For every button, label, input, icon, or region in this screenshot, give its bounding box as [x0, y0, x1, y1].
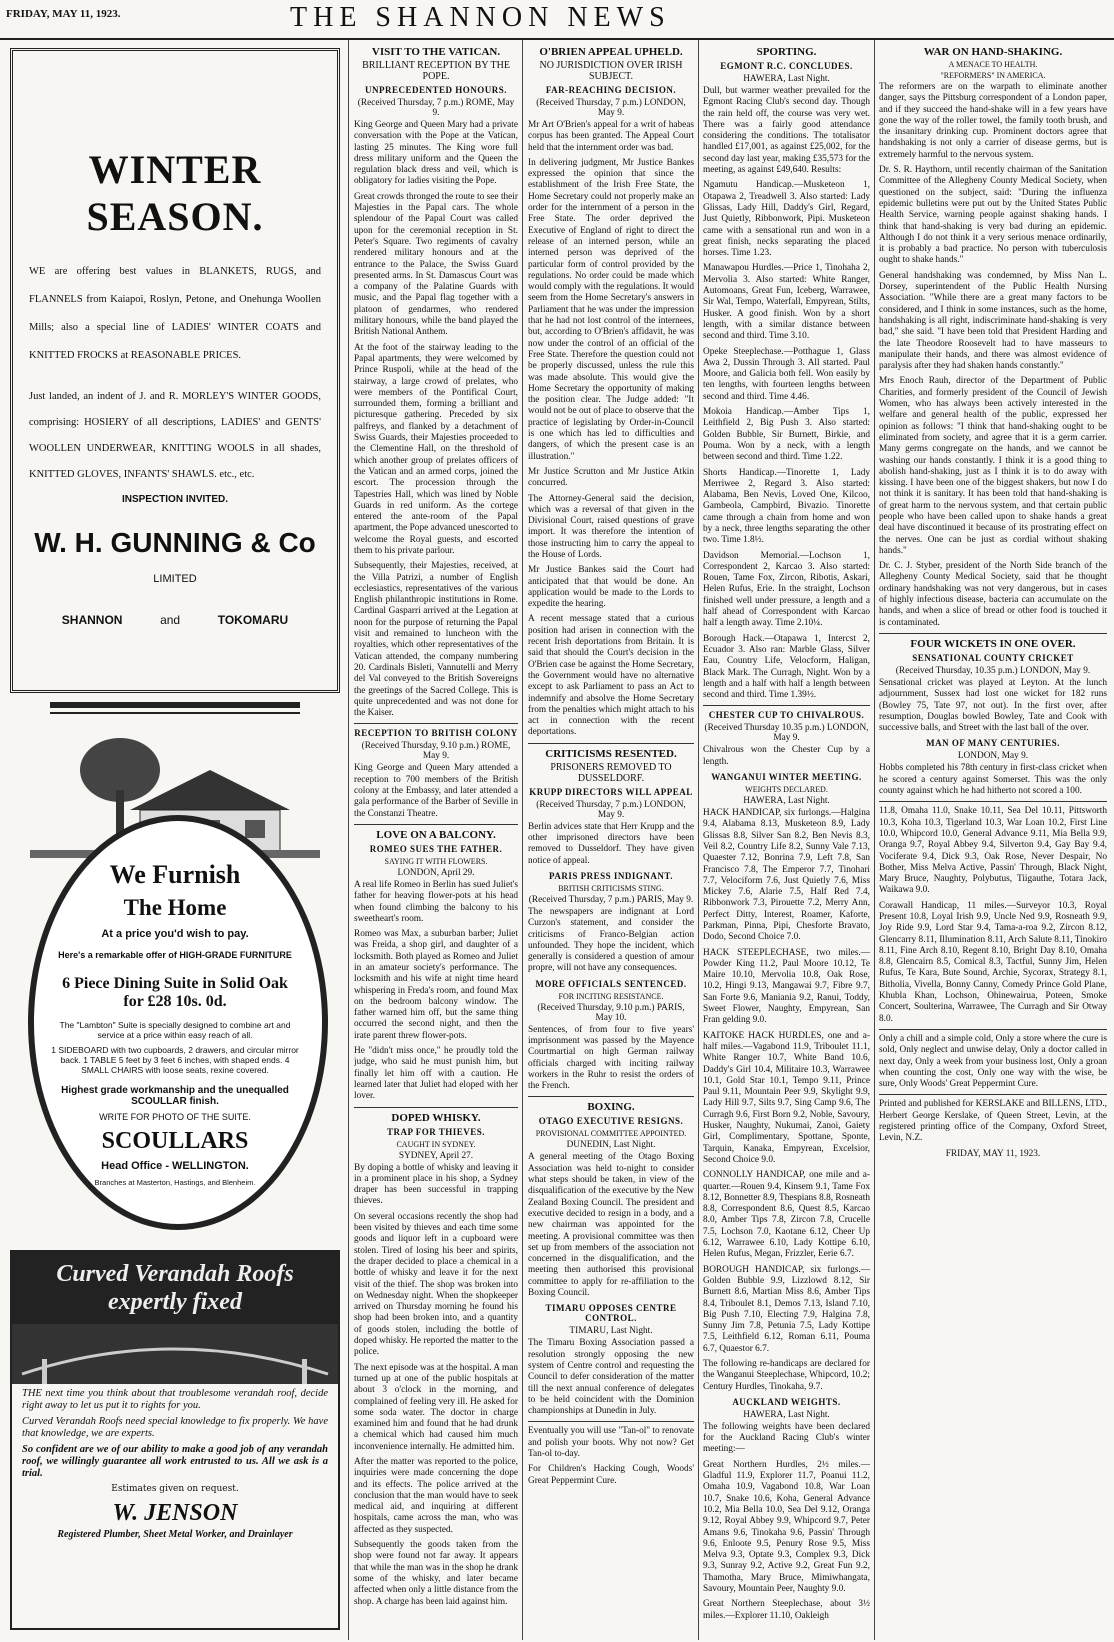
subheadline: CAUGHT IN SYDNEY.: [396, 1139, 476, 1149]
footer-date: FRIDAY, MAY 11, 1923.: [945, 1148, 1041, 1159]
article-paragraph: Great Northern Steeplechase, about 3½ miles.—Explorer 11.10, Oakleigh: [703, 1599, 870, 1621]
article-paragraph: On several occasions recently the shop had been visited by thieves and each time some goods and liquor left in a cupboard were stolen. Tired of losing his beer and spirits, the draper decided to place a chemical in a bottle of whisky and leave it for the next visit of the thief. The shop was broken into on Wednesday night. When the shopkeeper arrived on Thursday morning he found his shop had been broken into, and a quantity of goods stolen, including the bottle of doped whisky. He reported the matter to the police.: [354, 1211, 518, 1358]
subheadline: PROVISIONAL COMMITTEE APPOINTED.: [535, 1129, 687, 1139]
article-paragraph: In delivering judgment, Mr Justice Bankes expressed the opinion that since the establishment of the Irish Free State, the Home Secretary could not properly make an order for the internment of a person in the Free State. The order deprived the Executive of England of right to direct the release of an interned person, while an interned person was deprived of the particular form of control provided by the regulations. No order could be made which would comply with the regulations. It would seem from the Home Secretary's answers in Parliament that he was under the impression that he had not lost control of the internees, but, according to O'Brien's affidavit, he was now under the control of an official of the Free State. Therefore the question could not be properly discussed, unless the rule this was made absolute. This would give the Home Secretary the opportunity of making the position clear. The Judge added: "It would not be out of place to observe that the practice of legislating by Order-in-Council is one which has led to difficulties and dangers, of which the present case is an illustration.": [528, 157, 694, 462]
column-rule: [874, 40, 875, 1640]
ad-text: Highest grade workmanship and the unequalled SCOULLAR finish.: [61, 1085, 289, 1107]
subheadline: SENSATIONAL COUNTY CRICKET: [912, 652, 1074, 663]
article-paragraph: Corawall Handicap, 11 miles.—Surveyor 10.3, Royal Present 10.8, Loyal Irish 9.9, Uncle Ned 9.9, Rosneath 9.9, Joy Ride 9.9, Lord Star 9.4, Tama-a-roa 9.2, Zircon 8.12, Glencarry 8.11, Illumination 8.11, Arch Salute 8.11, Tinokiro 8.11, Fine Arch 8.10, Regent 8.10, Bright Day 8.10, Omaha 8.8, Glencairn 8.5, Comical 8.3, Tactful, Sunny Jim, Helen Rufus, Te Kara, Bute Sound, Archie, Sycorax, Strategy 8.1, Bitholia, Vivella, Bonny Canny, Comedy Prince Gold Plane, Khubla Khan, Lochson, Ohinewairua, Poteen, Smoke Concert, Soulterina, Warrawee, The Curragh and Sir Otway 8.0.: [879, 900, 1107, 1024]
article-divider: [528, 1421, 694, 1422]
ad-office: Head Office - WELLINGTON.: [101, 1160, 249, 1172]
article-paragraph: Chivalrous won the Chester Cup by a length.: [703, 745, 870, 767]
ad-location-joiner: and: [160, 613, 181, 627]
subheadline: WEIGHTS DECLARED.: [745, 785, 828, 795]
ad-text: Curved Verandah Roofs need special knowledge to fix properly. We have that knowledge, we are experts.: [22, 1416, 328, 1439]
ad-invite: INSPECTION INVITED.: [121, 494, 229, 505]
article-paragraph: Davidson Memorial.—Lochson 1, Correspondent 2, Karcao 3. Also started: Rouen, Tame Fox, Zircon, Ribotis, Askari, Helen Rufus, Erie. In the straight, Lochson finished well under pressure, a length and a half ahead of Correspondent with Karcao half a length away. Time 2.10¼.: [703, 550, 870, 629]
headline: WANGANUI WINTER MEETING.: [711, 772, 862, 783]
ad-text: THE next time you think about that troublesome verandah roof, decide right away to let us put it to rights for you.: [22, 1388, 328, 1411]
ad-headline: WINTER SEASON.: [86, 147, 264, 239]
dateline: (Received Thursday, 7 p.m.) LONDON, May 9.: [536, 98, 686, 118]
ad-offer: 6 Piece Dining Suite in Solid Oak for £28 10s. 0d.: [62, 975, 288, 1010]
article-paragraph: KAITOKE HACK HURDLES, one and a-half miles.—Vagabond 11.9, Triboulet 11.1, White Ranger 10.7, White Band 10.6, Daddy's Girl 10.4, Militaire 10.3, Warrawee 10.1, Gold Star 10.1, Tempo 9.11, Prince Paul 9.11, Mountain Peer 9.9, Skylight 9.9, Lady Hill 9.7, Silts 9.7, Sing Camp 9.6, The Curragh 9.6, First Born 9.2, Noble, Savoury, Husker, Naughty, Nukumai, Zanoi, Gaiety Girl, Complimentary, Spottane, Sponte, Tarquin, Kanaka, Empyrean, Excelsior, Second Choice 9.0.: [703, 1030, 870, 1165]
article-paragraph: The Attorney-General said the decision, which was a reversal of that given in the Divisional Court, raised questions of grave import. It was therefore the intention of those instructing him to carry the appeal to the House of Lords.: [528, 493, 694, 560]
dateline: (Received Thursday, 7 p.m.) PARIS, May 9.: [528, 894, 694, 905]
article-paragraph: Subsequently, their Majesties, received, at the Villa Patrizi, a number of English ecclesiastics, representatives of the various English philanthropic institutions in Rome. Cardinal Gasparri arrived at the Legation at noon for the purpose of returning the Papal visit and remained to luncheon with the royalties, which other representatives of the Vatican attended, the company numbering 20. Cardinals Bisleti, Vannutelli and Merry del Val conveyed to the British Sovereigns the greetings of the Sacred College. This is quite unprecedented and was not done for the Kaiser.: [354, 561, 518, 719]
article-paragraph: The Timaru Boxing Association passed a resolution strongly opposing the new system of Centre control and requesting the Council to defer consideration of the matter till the next annual conference of delegates to be held coincident with the Dominion championships at Dunedin in July.: [528, 1338, 694, 1417]
ad-location: SHANNON: [61, 613, 123, 627]
article-paragraph: He "didn't miss once," he proudly told the judge, who said he must punish him, but finally let him off with a caution. He learned later that Juliet had eloped with her lover.: [354, 1046, 518, 1102]
ad-banner-line: expertly fixed: [108, 1289, 242, 1315]
headline: MAN OF MANY CENTURIES.: [926, 738, 1060, 749]
advertisement-verandah-roofs: [10, 1250, 340, 1630]
article-paragraph: Romeo was Max, a suburban barber; Juliet was Freida, a shop girl, and daughter of a locksmith. Both played as Romeo and Juliet in an amateur society's performance. The locksmith and his wife at night time heard whispering in Freda's room, and found Max on the bedroom balcony window. The father warned him off, but the same thing occurred the second night, and then the irate parent threw flower-pots.: [354, 929, 518, 1041]
ad-tagline: At a price you'd wish to pay.: [101, 928, 249, 940]
article-paragraph: Mr Art O'Brien's appeal for a writ of habeas corpus has been granted. The Appeal Court held that the internment order was bad.: [528, 120, 694, 153]
article-paragraph: By doping a bottle of whisky and leaving it in a prominent place in his shop, a Sydney draper has been successful in trapping thieves.: [354, 1162, 518, 1207]
column-2: [354, 42, 518, 1640]
article-paragraph: Mr Justice Scrutton and Mr Justice Atkin concurred.: [528, 466, 694, 489]
headline: WAR ON HAND-SHAKING.: [923, 46, 1063, 58]
article-paragraph: A recent message stated that a curious position had arisen in connection with the recent Irish deportations from Britain. It is said that should the Court's decision in the O'Brien case be against the Home Secretary, the Government would have no alternative except to ask Parliament to pass an Act to indemnify and absolve the Home Secretary from the penalties which might attach to his act in connection with the recent deportations.: [528, 614, 694, 738]
article-paragraph: The following weights have been declared for the Auckland Racing Club's winter meeting:—: [703, 1421, 870, 1455]
subheadline: KRUPP DIRECTORS WILL APPEAL: [529, 786, 693, 797]
article-paragraph: Shorts Handicap.—Tinorette 1, Lady Merriwee 2, Regard 3. Also started: Alabama, Ben Nevis, Loved One, Kilcoo, Gambeola, Campbird, Bivazio. Tinorette came through a chain from home and won by a neck, three lengths separating the other two. Time 1.8½.: [703, 467, 870, 546]
headline: DOPED WHISKY.: [391, 1111, 481, 1124]
subheadline: ROMEO SUES THE FATHER.: [369, 843, 503, 854]
subheadline: PRISONERS REMOVED TO DUSSELDORF.: [550, 761, 672, 784]
dateline: (Received Thursday, 7 p.m.) LONDON, May 9.: [536, 799, 686, 820]
subheadline: TRAP FOR THIEVES.: [386, 1126, 486, 1137]
newspaper-title: THE SHANNON NEWS: [290, 2, 671, 33]
article-divider: [703, 705, 870, 706]
article-paragraph: Ngamutu Handicap.—Musketeon 1, Otapawa 2, Treadwell 3. Also started: Lady Glissas, Lady Hill, Daddy's Girl, Regard, Just Quietly, Ribbonwork, Pipi. Musketeon came with a sensational run and won in a great finish, necks separating the placed horses. Time 1.23.: [703, 180, 870, 259]
article-paragraph: Berlin advices state that Herr Krupp and the other imprisoned directors have been removed to Dusseldorf. They have given notice of appeal.: [528, 821, 694, 866]
ad-banner-line: Curved Verandah Roofs: [56, 1261, 294, 1287]
subheadline: SAYING IT WITH FLOWERS.: [384, 856, 488, 866]
column-rule: [348, 40, 349, 1640]
subheadline: NO JURISDICTION OVER IRISH SUBJECT.: [539, 60, 683, 82]
article-paragraph: BOROUGH HANDICAP, six furlongs.—Golden Bubble 9.9, Lizzlowd 8.12, Sir Burnett 8.6, Martian Miss 8.6, Amber Tips 8.4, Triboulet 8.1, Demos 7.13, Island 7.10, Big Push 7.10, Electing 7.9, Halgina 7.8, Sunny Jim 7.8, Petunia 7.5, Lady Kottipe 7.5, Leithfield 6.12, Roman 6.11, Pouma 6.7, Quaestor 6.7.: [703, 1264, 870, 1354]
ad-firm-name: W. H. GUNNING & Co: [34, 527, 316, 558]
article-paragraph: HACK STEEPLECHASE, two miles.—Powder King 11.2, Paul Moore 10.12, Te Maire 10.10, Mervolia 10.8, Oak Rose, 10.2, Hingi 9.13, Mangawai 9.7, Fibre 9.7, San Forte 9.6, Maniania 9.2, Ranui, Toddy, Sweet Flower, Naughty, Empyrean, San Fran gelding 9.0.: [703, 947, 870, 1026]
advert-paragraph: Eventually you will use "Tan-ol" to renovate and polish your boots. Why not now? Get Tan-ol to-day.: [528, 1426, 694, 1460]
article-paragraph: A real life Romeo in Berlin has sued Juliet's father for heaving flower-pots at his head when found climbing the balcony to his sweetheart's room.: [354, 879, 518, 924]
article-divider: [879, 1029, 1107, 1030]
printer-imprint: Printed and published for KERSLAKE and BILLENS, LTD., Herbert George Kerslake, of Queen Street, Levin, at the registered printing office of the Company, Oxford Street, Levin, N.Z.: [879, 1099, 1107, 1144]
article-paragraph: Borough Hack.—Otapawa 1, Intercst 2, Ecuador 3. Also ran: Marble Glass, Silver Eau, Country Life, Velocform, Haligan, Black Mark. The Curragh, Night. Won by a length and a half with half a length between second and third. Time 1.39½.: [703, 633, 870, 701]
issue-date: FRIDAY, MAY 11, 1923.: [6, 8, 121, 20]
article-paragraph: At the foot of the stairway leading to the Papal apartments, they were welcomed by Prince Ruspoli, while at the head of the stairway, a large crowd of prelates, who were members of the Pontifical Court, surrounded them, forming a brilliant and picturesque gathering. Preceded by six palfreys, and flanked by a detachment of Swiss Guards, their Majesties proceeded to the Clementine Hall, on the threshold of which another group of prelates officers of the Vatican and an armed corps, joined the escort. The procession through the Tapestries Hall, which was lined by Noble Guards in red uniform. As the cortege entered the ante-room of the Papal apartment, the Pope advanced unescorted to welcome the Royal guests, and escorted them to his private parlour.: [354, 342, 518, 556]
headline: SPORTING.: [756, 46, 817, 58]
dateline: (Received Thursday 10.35 p.m.) LONDON, May 9.: [704, 723, 869, 744]
dateline: LONDON, April 29.: [397, 867, 475, 878]
article-paragraph: Hobbs completed his 78th century in first-class cricket when he scored a century against Somerset. This was the only county against which he had hitherto not scored a 100.: [879, 763, 1107, 797]
headline: RECEPTION TO BRITISH COLONY: [354, 728, 518, 739]
ad-location: TOKOMARU: [217, 613, 289, 627]
ad-text: Just landed, an indent of J. and R. MORLEY'S WINTER GOODS, comprising: HOSIERY of all descriptions, LADIES' and GENTS' WOOLLEN UNDERWEAR, KNITTING WOOLS in all shades, KNITTED GLOVES, INFANTS' SHAWLS. etc., etc.: [29, 391, 321, 480]
subheadline: BRILLIANT RECEPTION BY THE POPE.: [362, 60, 510, 82]
subheadline: "REFORMERS" IN AMERICA.: [940, 71, 1046, 80]
dateline: (Received Thursday, 7 p.m.) ROME, May 9.: [357, 98, 515, 118]
article-paragraph: Manawapou Hurdles.—Price 1, Tinohaha 2, Mervolia 3. Also started: White Ranger, Automoans, Great Fun, Iceberg, Warrawee, Sir Wal, Tempo, Waterfall, Empyrean, Stilts, Husker. A good finish. Won by a short length, with a similar distance between second and third. Time 3.10.: [703, 263, 870, 342]
headline: PARIS PRESS INDIGNANT.: [549, 870, 673, 881]
subheadline: OTAGO EXECUTIVE RESIGNS.: [538, 1116, 684, 1127]
headline: AUCKLAND WEIGHTS.: [732, 1396, 841, 1407]
article-paragraph: Great crowds thronged the route to see their Majesties in the Papal cars. The whole splendour of the Papal Court was called upon for the ceremonial reception in St. Peter's Square. Two regiments of cavalry rendered military honours and at the entrance to the Palace, the Swiss Guard presented arms. In St. Damascus Court was a company of the Palatine Guards with music, and the Papal flag together with a platoon of gendarmes, who rendered military honours, while the band played the British National Anthem.: [354, 191, 518, 338]
article-paragraph: A general meeting of the Otago Boxing Association was held to-night to consider what steps should be taken, in view of the disqualification of the executive by the New Zealand Boxing Council. The president and executive decided to resign in a body, and a new chairman was appointed for the meeting. A provisional committee was then set up from members of the association not concerned in the disqualification, and the meeting then authorised this provisional committee to apply for re-affiliation to the Boxing Council.: [528, 1152, 694, 1299]
article-paragraph: The reformers are on the warpath to eliminate another danger, says the Pittsburg correspondent of a London paper, and if they succeed the hand-shake will in a few years have gone the way of the roller towel, the family tooth brush, and the insanitary drinking cup. Prominent doctors agree that handshaking is not only a carrier of disease germs, but is extremely harmful to the nervous system.: [879, 82, 1107, 160]
column-rule: [698, 40, 699, 1640]
article-divider: [879, 633, 1107, 634]
headline: TIMARU OPPOSES CENTRE CONTROL.: [545, 1303, 677, 1324]
ad-firm-name: W. JENSON: [112, 1500, 238, 1526]
dateline: DUNEDIN, Last Night.: [566, 1140, 656, 1151]
ad-text: WRITE FOR PHOTO OF THE SUITE.: [99, 1112, 251, 1122]
dateline: LONDON, May 9.: [957, 751, 1029, 762]
article-paragraph: HACK HANDICAP, six furlongs.—Halgina 9.4, Alabama 8.13, Musketeon 8.9, Lady Glissas 8.8, Silver San 8.2, Ben Nevis 8.3, Veil 8.2, Country Life 8.2, Sunny Vale 7.13, Quaester 7.12, Bonrina 7.9, Left 7.8, San Francisco 7.8, The Emperor 7.7, Tinohari 7.7, Velociform 7.6, Just Quietly 7.6, Miss Mickey 7.6, Alarie 7.5, Half Red 7.4, Ribbonwork 7.3, Pirouette 7.2, Merry Ann, Perfect Ditty, Interest, Roamer, Kaforte, Parkman, Pinna, Pipi, Chesforte Bravato, Dodo, Second Choice 7.0.: [703, 808, 870, 943]
subheadline: FOR INCITING RESISTANCE.: [558, 991, 664, 1001]
dateline: HAWERA, Last Night.: [743, 796, 830, 807]
column-3: [528, 42, 694, 1640]
dateline: (Received Thursday, 9.10 p.m.) ROME, May 9.: [361, 741, 511, 762]
ad-text: Here's a remarkable offer of HIGH-GRADE FURNITURE: [58, 950, 292, 960]
article-divider: [354, 824, 518, 825]
article-paragraph: Mr Justice Bankes said the Court had anticipated that that would be done. An application would be made to the Lords to expedite the hearing.: [528, 565, 694, 610]
subheadline: UNPRECEDENTED HONOURS.: [364, 85, 507, 95]
headline: VISIT TO THE VATICAN.: [371, 46, 501, 58]
verandah-illustration: [12, 1324, 338, 1384]
dateline: (Received Thursday, 9.10 p.m.) PARIS, May 10.: [537, 1002, 685, 1023]
article-paragraph: Opeke Steeplechase.—Potthague 1, Glass Awa 2, Dussin Through 3. All started. Paul Moore, and Galicia both fell. Won easily by ten lengths, with fourteen lengths between second and third. Time 4.46.: [703, 346, 870, 402]
subheadline: EGMONT R.C. CONCLUDES.: [720, 61, 853, 71]
ad-text: WE are offering best values in BLANKETS, RUGS, and FLANNELS from Kaiapoi, Roslyn, Petone, and Onehunga Woollen Mills; also a special line of LADIES' WINTER COATS and KNITTED FROCKS at REASONABLE PRICES.: [29, 266, 321, 361]
article-paragraph: Sensational cricket was played at Leyton. At the lunch adjournment, Sussex had lost one wicket for 182 runs (Bowley 75, Tate 97, not out). In the first over, after resumption, Douglas bowled Bowley, Tate and Cook with successive balls, and Street with the last ball of the over.: [879, 677, 1107, 734]
ad-firm-limited: LIMITED: [153, 573, 197, 585]
ad-brand: SCOULLARS: [101, 1128, 249, 1154]
article-divider: [354, 723, 518, 724]
article-paragraph: Mrs Enoch Rauh, director of the Department of Public Charities, and formerly president of the Council of Jewish Women, who has always been actively interested in the welfare and general health of the public, expressed her opinion as follows: "I think that hand-shaking ought to be eliminated from society, and agree that it is a germ carrier. Many germs congregate on the hands, and we cannot be washing our hands constantly. I think it is a good thing to abolish hand-shaking, just as I think it is to do away with kissing. I have been one of the biggest shakers, but now I do not think it is sanitary. It has been told that hand-shaking is of great harm to the nervous system, and that certain public people who have been called upon to shake hands a great deal have discontinued it because of its prostrating effect on the nerves. One can be just as cordial without shaking hands.": [879, 376, 1107, 556]
article-paragraph: Dull, but warmer weather prevailed for the Egmont Racing Club's second day. Though the rain held off, the course was very wet. There was a fairly good attendance considering the conditions. The totalisator handled £17,001, as against £25,002, for the second day last year, making £35,573 for the meeting, as against £49,640. Results:: [703, 86, 870, 176]
masthead: [0, 0, 1114, 40]
headline: O'BRIEN APPEAL UPHELD.: [539, 46, 683, 58]
column-5: [879, 42, 1107, 1640]
subheadline: BRITISH CRITICISMS STING.: [558, 883, 664, 893]
ad-estimates: Estimates given on request.: [111, 1484, 239, 1494]
dateline: HAWERA, Last Night.: [743, 1409, 830, 1420]
article-paragraph: King George and Queen Mary had a private conversation with the Pope at the Vatican, lasting 25 minutes. The King wore full dress military uniform and the Queen the regulation black dress and veil, which is obligatory for ladies visiting the Pope.: [354, 120, 518, 187]
article-paragraph: The next episode was at the hospital. A man turned up at one of the public hospitals at about 3 o'clock in the morning, and complained of feeling very ill. He asked for some soda water. The doctor in charge examined him and found that he had drunk a chemical which had caused him much inconvenience internally. He admitted him.: [354, 1362, 518, 1452]
article-divider: [528, 743, 694, 744]
article-paragraph: Mokoia Handicap.—Amber Tips 1, Leithfield 2, Big Push 3. Also started: Golden Bubble, Sir Burnett, Birkie, and Pouma. Won by a neck, with a length between second and third. Time 1.22.: [703, 407, 870, 463]
ad-headline: We Furnish: [109, 860, 241, 889]
article-paragraph: The newspapers are indignant at Lord Curzon's statement, and consider the criticisms of Franco-Belgian action unfounded. They hope the incident, which generally is considered a question of amour propre, will not have any consequences.: [528, 906, 694, 974]
article-divider: [879, 801, 1107, 802]
article-paragraph: General handshaking was condemned, by Miss Nan L. Dorsey, superintendent of the Public Health Nursing Association. "While there are a great many factors to be considered, and I think in some instances, such as the home, handshaking is all right, indiscriminate hand-shaking is very bad," she said. "I have been told that President Harding and the late Theodore Roosevelt had to have masseurs to manipulate their hands, and there was almost evidence of paralysis after they had shaken hands constantly.": [879, 270, 1107, 372]
advertisement-winter-season: [10, 48, 340, 693]
article-divider: [879, 1094, 1107, 1095]
ad-banner: [12, 1252, 338, 1324]
advert-verse: Only a chill and a simple cold, Only a store where the cure is sold, Only neglect and unwise delay, Only a doctor called in next day, Only a week from your business lost, Only a groan when counting the cost, Only one way with the wise, be sure, Only Woods' Great Peppermint Cure.: [879, 1033, 1107, 1090]
article-paragraph: Sentences, of from four to five years' imprisonment was passed by the Mayence Courtmartial on high German railway officials charged with inciting railway workers in the Ruhr to resist the orders of the French.: [528, 1024, 694, 1092]
article-paragraph: Dr. C. J. Styber, president of the North Side branch of the Allegheny County Medical Society, said that he thought ordinary handshaking was not very dangerous, but in cases of highly infectious disease, bacteria can accumulate on the hands, and when a slice of bread or other food is touched it is contaminated.: [879, 561, 1107, 628]
headline: CHESTER CUP TO CHIVALROUS.: [708, 710, 865, 721]
headline: LOVE ON A BALCONY.: [376, 828, 496, 841]
dateline: SYDNEY, April 27.: [398, 1150, 474, 1161]
ad-locations: [13, 613, 337, 627]
column-4: [703, 42, 870, 1640]
column-rule: [522, 40, 523, 1640]
article-paragraph: Great Northern Hurdles, 2½ miles.—Gladful 11.9, Explorer 11.7, Poanui 11.2, Omaha 10.9, Vagabond 10.8, War Loan 10.7, Snake 10.6, Koha, General Advance 10.2, Mia Bella 10.0, Sea Del 9.12, Oranga 9.12, Royal Abbey 9.9, Whipcord 9.7, Peter Amans 9.6, Tinokaha 9.6, Passin' Through 9.6, Enloote 9.5, Penury Rose 9.5, Miss Melva 9.3, Optate 9.3, Complex 9.3, Dick 9.3, Sunray 9.2, Active 9.2, Great Fun 9.2, Thamotha, Mary Bruce, Mimiwhangata, Savoury, Mountain Peer, Naughty 9.0.: [703, 1459, 870, 1595]
ad-text: So confident are we of our ability to make a good job of any verandah roof, we willingly guarantee all work entrusted to us. All we ask is a trial.: [22, 1444, 328, 1479]
article-paragraph: King George and Queen Mary attended a reception to 700 members of the British colony at the Embassy, and later attended a gala performance of the Barber of Seville in the Constanzi Theatre.: [354, 763, 518, 819]
subheadline: A MENACE TO HEALTH.: [948, 60, 1038, 69]
dateline: TIMARU, Last Night.: [569, 1326, 653, 1337]
ad-trade: Registered Plumber, Sheet Metal Worker, and Drainlayer: [57, 1529, 293, 1540]
article-paragraph: Dr. S. R. Haythorn, until recently chairman of the Sanitation Committee of the Allegheny County Medical Society, when questioned on the subject, said: "During the influenza epidemic bulletins were put out by the United States Public Health Service, warning people against shaking hands. I think that hand-shaking is very bad during an epidemic. Although I do not think it a very serious menace ordinarily, it is probably a bad practice. No person with tuberculosis ought to shake hands.": [879, 165, 1107, 266]
dateline: HAWERA, Last Night.: [743, 74, 830, 84]
article-paragraph: CONNOLLY HANDICAP, one mile and a-quarter.—Rouen 9.4, Kinsem 9.1, Tame Fox 8.12, Bonnetter 8.9, Thespians 8.8, Rosneath 8.8, Correspondent 8.6, Quest 8.5, Karcao 8.0, Amber Tips 7.8, Zircon 7.8, Crucelle 7.5, Lochson 7.0, Kaotane 6.12, Cheer Up 6.12, Warrawee 6.10, Lady Kottipe 6.10, Helen Rufus, Megan, Frizzler, Eerie 6.7.: [703, 1170, 870, 1260]
ad-branches: Branches at Masterton, Hastings, and Blenheim.: [94, 1178, 256, 1187]
headline: MORE OFFICIALS SENTENCED.: [535, 978, 687, 989]
ad-subheadline: The Home: [123, 895, 227, 920]
article-divider: [528, 1096, 694, 1097]
article-paragraph: After the matter was reported to the police, inquiries were made concerning the dope and its effects. The police arrived at the conclusion that the man would have to seek medical aid, and inquiring at different hospitals, came across the man, who was affected as they suspected.: [354, 1456, 518, 1535]
dateline: (Received Thursday, 10.35 p.m.) LONDON, May 9.: [895, 665, 1091, 676]
article-divider: [354, 1107, 518, 1108]
ad-text: 1 SIDEBOARD with two cupboards, 2 drawers, and circular mirror back. 1 TABLE 5 feet by 3 feet 6 inches, with shaped ends. 4 SMALL CHAIRS with loose seats, rexine covered.: [51, 1045, 299, 1075]
article-paragraph: 11.8, Omaha 11.0, Snake 10.11, Sea Del 10.11, Pittsworth 10.3, Koha 10.3, Tigerland 10.3, War Loan 10.2, First Line 10.0, Whipcord 10.0, General Advance 9.11, Mia Bella 9.9, Oranga 9.7, Royal Abbey 9.4, Silverton 9.4, Gay Bay 9.4, Vociferate 9.4, Dick 9.3, Oak Rose, Never Despair, No Bother, Miss Melva Active, Passin' Through, Black Night, Mary Bruce, Naughty, Polybutus, Tiigauthe, Totara Jack, Waikawa 9.0.: [879, 806, 1107, 896]
article-paragraph: The following re-handicaps are declared for the Wanganui Steeplechase, Whipcord, 10.2; Century Hurdles, Tinokaha, 9.7.: [703, 1358, 870, 1392]
ad-text: The "Lambton" Suite is specially designed to combine art and service at a price within easy reach of all.: [59, 1020, 291, 1040]
headline: FOUR WICKETS IN ONE OVER.: [910, 637, 1076, 650]
subheadline: FAR-REACHING DECISION.: [545, 85, 677, 95]
advert-paragraph: For Children's Hacking Cough, Woods' Great Peppermint Cure.: [528, 1464, 694, 1486]
article-paragraph: Subsequently the goods taken from the shop were found not far away. It appears that while the man was in the shop he drank some of the whisky, and later became affected when only a little distance from the shop. A charge has been laid against him.: [354, 1540, 518, 1607]
advertisement-furnish-home: [10, 700, 340, 1245]
headline: BOXING.: [587, 1101, 635, 1114]
headline: CRITICISMS RESENTED.: [545, 747, 677, 760]
